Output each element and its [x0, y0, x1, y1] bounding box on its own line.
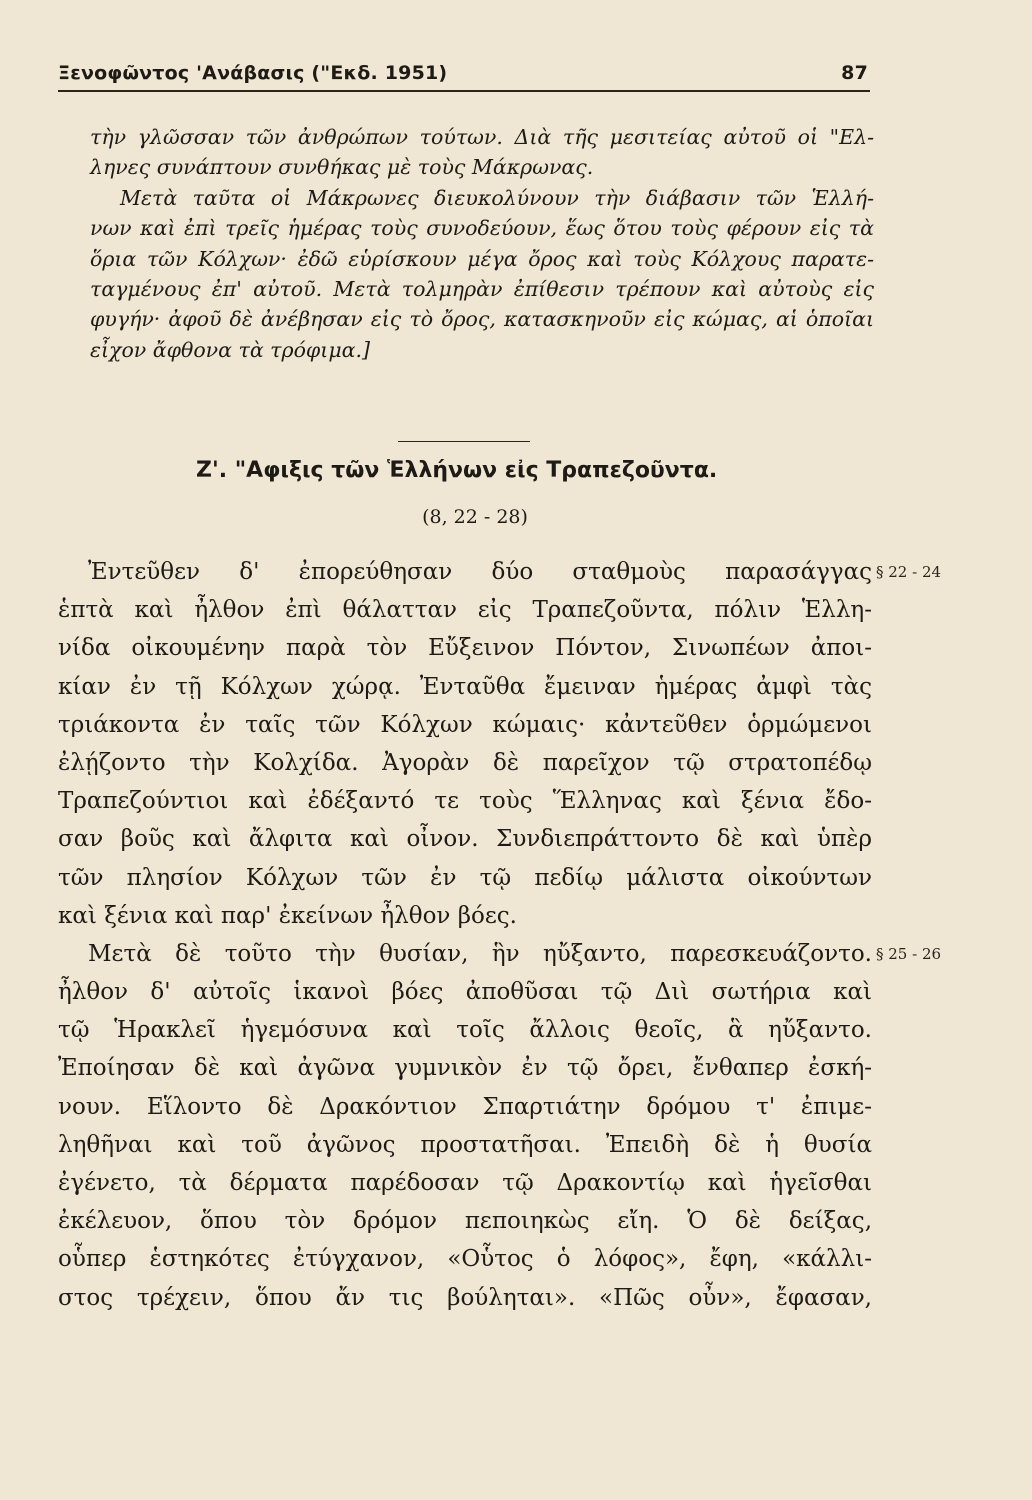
text-line: ὅρια τῶν Κόλχων· ἐδῶ εὑρίσκουν μέγα ὄρος καὶ τοὺς Κόλχους παρατε-: [90, 246, 874, 271]
text-line: Τραπεζούντιοι καὶ ἐδέξαντό τε τοὺς Ἕλληνας καὶ ξένια ἔδο-: [58, 788, 872, 815]
text-line: τῶν πλησίον Κόλχων τῶν ἐν τῷ πεδίῳ μάλιστα οἰκούντων: [58, 864, 872, 891]
text-line: τὴν γλῶσσαν τῶν ἀνθρώπων τούτων. Διὰ τῆς μεσιτείας αὐτοῦ οἱ "Ελ-: [90, 125, 874, 149]
text-line: σαν βοῦς καὶ ἄλφιτα καὶ οἶνον. Συνδιεπράττοντο δὲ καὶ ὑπὲρ: [58, 826, 872, 853]
section-reference: (8, 22 - 28): [422, 506, 528, 528]
text-line: ληθῆναι καὶ τοῦ ἀγῶνος προστατῆσαι. Ἐπειδὴ δὲ ἡ θυσία: [58, 1131, 872, 1158]
section-separator-rule: [398, 441, 530, 442]
text-line: ἐγένετο, τὰ δέρματα παρέδοσαν τῷ Δρακοντίῳ καὶ ἡγεῖσθαι: [58, 1170, 872, 1196]
main-text: [58, 553, 872, 1317]
paragraph: [58, 553, 872, 935]
text-line: ἐκέλευον, ὅπου τὸν δρόμον πεποιηκὼς εἴη. Ὁ δὲ δείξας,: [58, 1208, 872, 1235]
text-line: τῷ Ἡρακλεῖ ἡγεμόσυνα καὶ τοῖς ἄλλοις θεοῖς, ἃ ηὔξαντο.: [58, 1017, 872, 1044]
text-line: τριάκοντα ἐν ταῖς τῶν Κόλχων κώμαις· κἀντεῦθεν ὁρμώμενοι: [58, 711, 872, 738]
section-heading: Ζ'. "Αφιξις τῶν Ἑλλήνων εἰς Τραπεζοῦντα.: [196, 458, 718, 483]
text-line: στος τρέχειν, ὅπου ἄν τις βούληται». «Πῶς οὖν», ἔφασαν,: [58, 1284, 872, 1311]
text-line: ταγμένους ἐπ' αὐτοῦ. Μετὰ τολμηρὰν ἐπίθεσιν τρέπουν καὶ αὐτοὺς εἰς: [90, 276, 874, 301]
text-line: ἦλθον δ' αὐτοῖς ἱκανοὶ βόες ἀποθῦσαι τῷ Διὶ σωτήρια καὶ: [58, 979, 872, 1006]
text-line: Ἐντεῦθεν δ' ἐπορεύθησαν δύο σταθμοὺς παρασάγγας: [88, 559, 872, 585]
running-head: [58, 62, 870, 92]
italic-paragraph: [90, 183, 874, 365]
margin-note: § 22 - 24: [876, 563, 942, 581]
text-line: κίαν ἐν τῇ Κόλχων χώρᾳ. Ἐνταῦθα ἔμειναν ἡμέρας ἀμφὶ τὰς: [58, 673, 872, 700]
text-line: νων καὶ ἐπὶ τρεῖς ἡμέρας τοὺς συνοδεύουν, ἕως ὅτου τοὺς φέρουν εἰς τὰ: [90, 216, 874, 241]
text-line: νίδα οἰκουμένην παρὰ τὸν Εὔξεινον Πόντον, Σινωπέων ἀποι-: [58, 635, 872, 662]
paragraph: [58, 935, 872, 1317]
text-line: φυγήν· ἀφοῦ δὲ ἀνέβησαν εἰς τὸ ὄρος, κατασκηνοῦν εἰς κώμας, αἱ ὁποῖαι: [90, 307, 874, 332]
running-head-title: Ξενοφῶντος 'Ανάβασις ("Εκδ. 1951): [58, 62, 448, 84]
text-line: εἶχον ἄφθονα τὰ τρόφιμα.]: [90, 337, 370, 362]
text-line: οὗπερ ἑστηκότες ἐτύγχανον, «Οὗτος ὁ λόφος», ἔφη, «κάλλι-: [58, 1246, 872, 1273]
page-number: 87: [841, 62, 868, 84]
text-line: Μετὰ δὲ τοῦτο τὴν θυσίαν, ἣν ηὔξαντο, παρεσκευάζοντο.: [88, 940, 872, 967]
text-line: ληνες συνάπτουν συνθήκας μὲ τοὺς Μάκρωνας.: [90, 155, 594, 180]
text-line: Ἐποίησαν δὲ καὶ ἀγῶνα γυμνικὸν ἐν τῷ ὄρει, ἔνθαπερ ἐσκή-: [58, 1055, 872, 1082]
margin-note: § 25 - 26: [876, 945, 942, 963]
italic-paragraph: [90, 122, 874, 183]
italic-summary: [90, 122, 874, 365]
text-line: καὶ ξένια καὶ παρ' ἐκείνων ἦλθον βόες.: [58, 902, 517, 929]
text-line: Μετὰ ταῦτα οἱ Μάκρωνες διευκολύνουν τὴν διάβασιν τῶν Ἑλλή-: [120, 185, 874, 210]
text-line: νουν. Εἵλοντο δὲ Δρακόντιον Σπαρτιάτην δρόμου τ' ἐπιμε-: [58, 1093, 872, 1120]
text-line: ἐλῄζοντο τὴν Κολχίδα. Ἀγορὰν δὲ παρεῖχον τῷ στρατοπέδῳ: [58, 749, 872, 776]
text-line: ἑπτὰ καὶ ἦλθον ἐπὶ θάλατταν εἰς Τραπεζοῦντα, πόλιν Ἑλλη-: [58, 597, 872, 624]
